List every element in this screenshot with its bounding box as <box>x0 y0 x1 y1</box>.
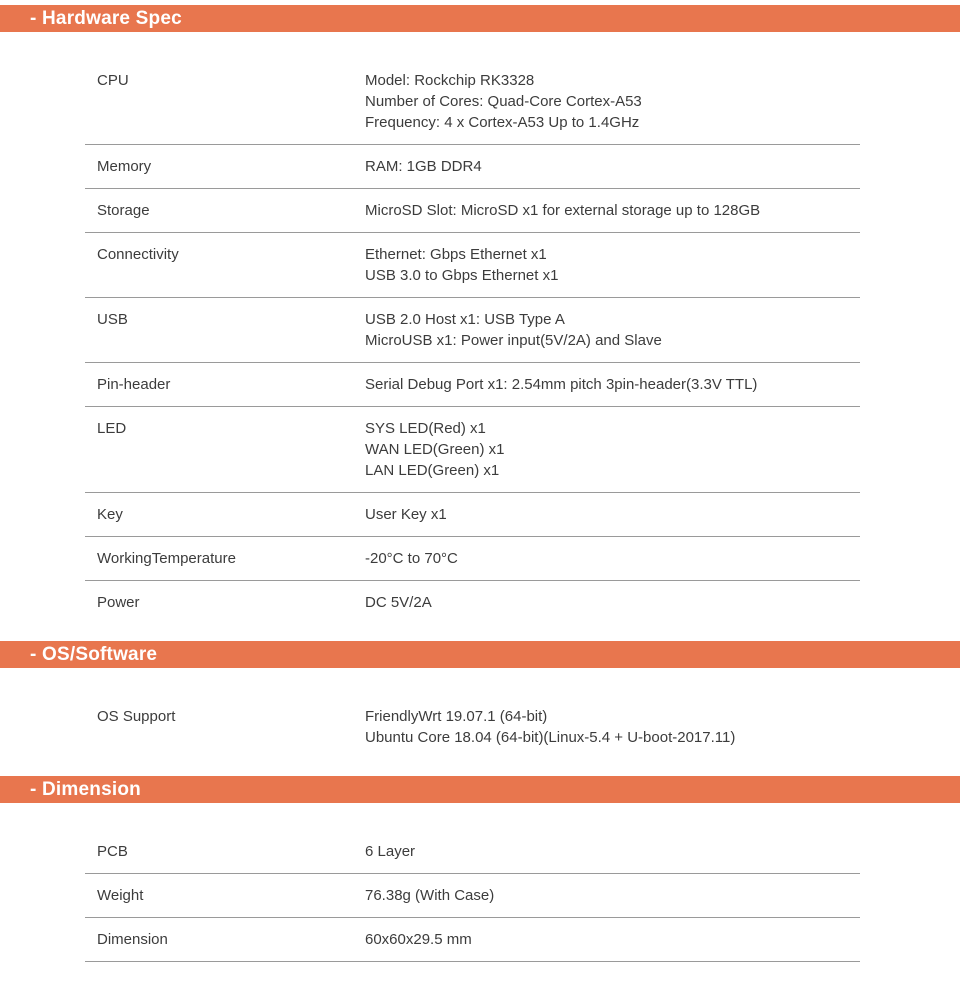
row-working-temperature <box>85 537 860 581</box>
section-os-software <box>0 641 960 759</box>
dimension-table <box>85 830 860 962</box>
section-header-dimension <box>0 776 960 803</box>
row-label: LED <box>97 420 127 437</box>
section-header-os-software <box>0 641 960 668</box>
row-value <box>365 504 860 525</box>
row-label: Pin-header <box>97 376 171 393</box>
row-pcb <box>85 830 860 874</box>
row-value <box>365 885 860 906</box>
row-value <box>365 70 860 133</box>
value-line: -20°C to 70°C <box>365 550 458 567</box>
value-line: USB 2.0 Host x1: USB Type A <box>365 311 565 328</box>
row-weight <box>85 874 860 918</box>
row-cpu <box>85 59 860 145</box>
row-label: PCB <box>97 843 128 860</box>
row-value <box>365 706 860 748</box>
row-value <box>365 156 860 177</box>
value-line: FriendlyWrt 19.07.1 (64-bit) <box>365 708 548 725</box>
row-label: WorkingTemperature <box>97 550 236 567</box>
row-value <box>365 244 860 286</box>
row-os-support <box>85 695 860 759</box>
section-hardware-spec <box>0 5 960 624</box>
row-label: USB <box>97 311 128 328</box>
row-label: Storage <box>97 202 150 219</box>
os-software-table <box>85 695 860 759</box>
value-line: RAM: 1GB DDR4 <box>365 158 482 175</box>
row-led <box>85 407 860 493</box>
row-label: CPU <box>97 72 129 89</box>
row-label: Weight <box>97 887 144 904</box>
section-header-hardware-spec <box>0 5 960 32</box>
row-power <box>85 581 860 624</box>
row-pin-header <box>85 363 860 407</box>
row-label: Power <box>97 594 140 611</box>
value-line: Serial Debug Port x1: 2.54mm pitch 3pin-header(3.3V TTL) <box>365 376 758 393</box>
row-key <box>85 493 860 537</box>
value-line: Frequency: 4 x Cortex-A53 Up to 1.4GHz <box>365 114 640 131</box>
row-label: Key <box>97 506 123 523</box>
value-line: WAN LED(Green) x1 <box>365 441 505 458</box>
row-value <box>365 374 860 395</box>
row-usb <box>85 298 860 363</box>
row-label: Connectivity <box>97 246 179 263</box>
hardware-spec-table <box>85 59 860 624</box>
row-storage <box>85 189 860 233</box>
value-line: Ubuntu Core 18.04 (64-bit)(Linux-5.4 + U-boot-2017.11) <box>365 729 736 746</box>
row-memory <box>85 145 860 189</box>
value-line: DC 5V/2A <box>365 594 432 611</box>
value-line: Number of Cores: Quad-Core Cortex-A53 <box>365 93 642 110</box>
value-line: SYS LED(Red) x1 <box>365 420 486 437</box>
value-line: LAN LED(Green) x1 <box>365 462 500 479</box>
value-line: MicroSD Slot: MicroSD x1 for external storage up to 128GB <box>365 202 761 219</box>
row-value <box>365 200 860 221</box>
row-dimension <box>85 918 860 962</box>
row-value <box>365 929 860 950</box>
value-line: 6 Layer <box>365 843 416 860</box>
value-line: Ethernet: Gbps Ethernet x1 <box>365 246 547 263</box>
value-line: User Key x1 <box>365 506 447 523</box>
row-label: Dimension <box>97 931 168 948</box>
section-title: - Dimension <box>30 779 141 800</box>
row-label: Memory <box>97 158 152 175</box>
value-line: USB 3.0 to Gbps Ethernet x1 <box>365 267 559 284</box>
value-line: MicroUSB x1: Power input(5V/2A) and Slave <box>365 332 662 349</box>
section-title: - OS/Software <box>30 644 158 665</box>
row-value <box>365 548 860 569</box>
row-value <box>365 841 860 862</box>
value-line: 76.38g (With Case) <box>365 887 495 904</box>
row-value <box>365 309 860 351</box>
value-line: 60x60x29.5 mm <box>365 931 472 948</box>
row-value <box>365 592 860 613</box>
row-label: OS Support <box>97 708 176 725</box>
row-value <box>365 418 860 481</box>
value-line: Model: Rockchip RK3328 <box>365 72 535 89</box>
row-connectivity <box>85 233 860 298</box>
section-dimension <box>0 776 960 962</box>
section-title: - Hardware Spec <box>30 8 182 29</box>
